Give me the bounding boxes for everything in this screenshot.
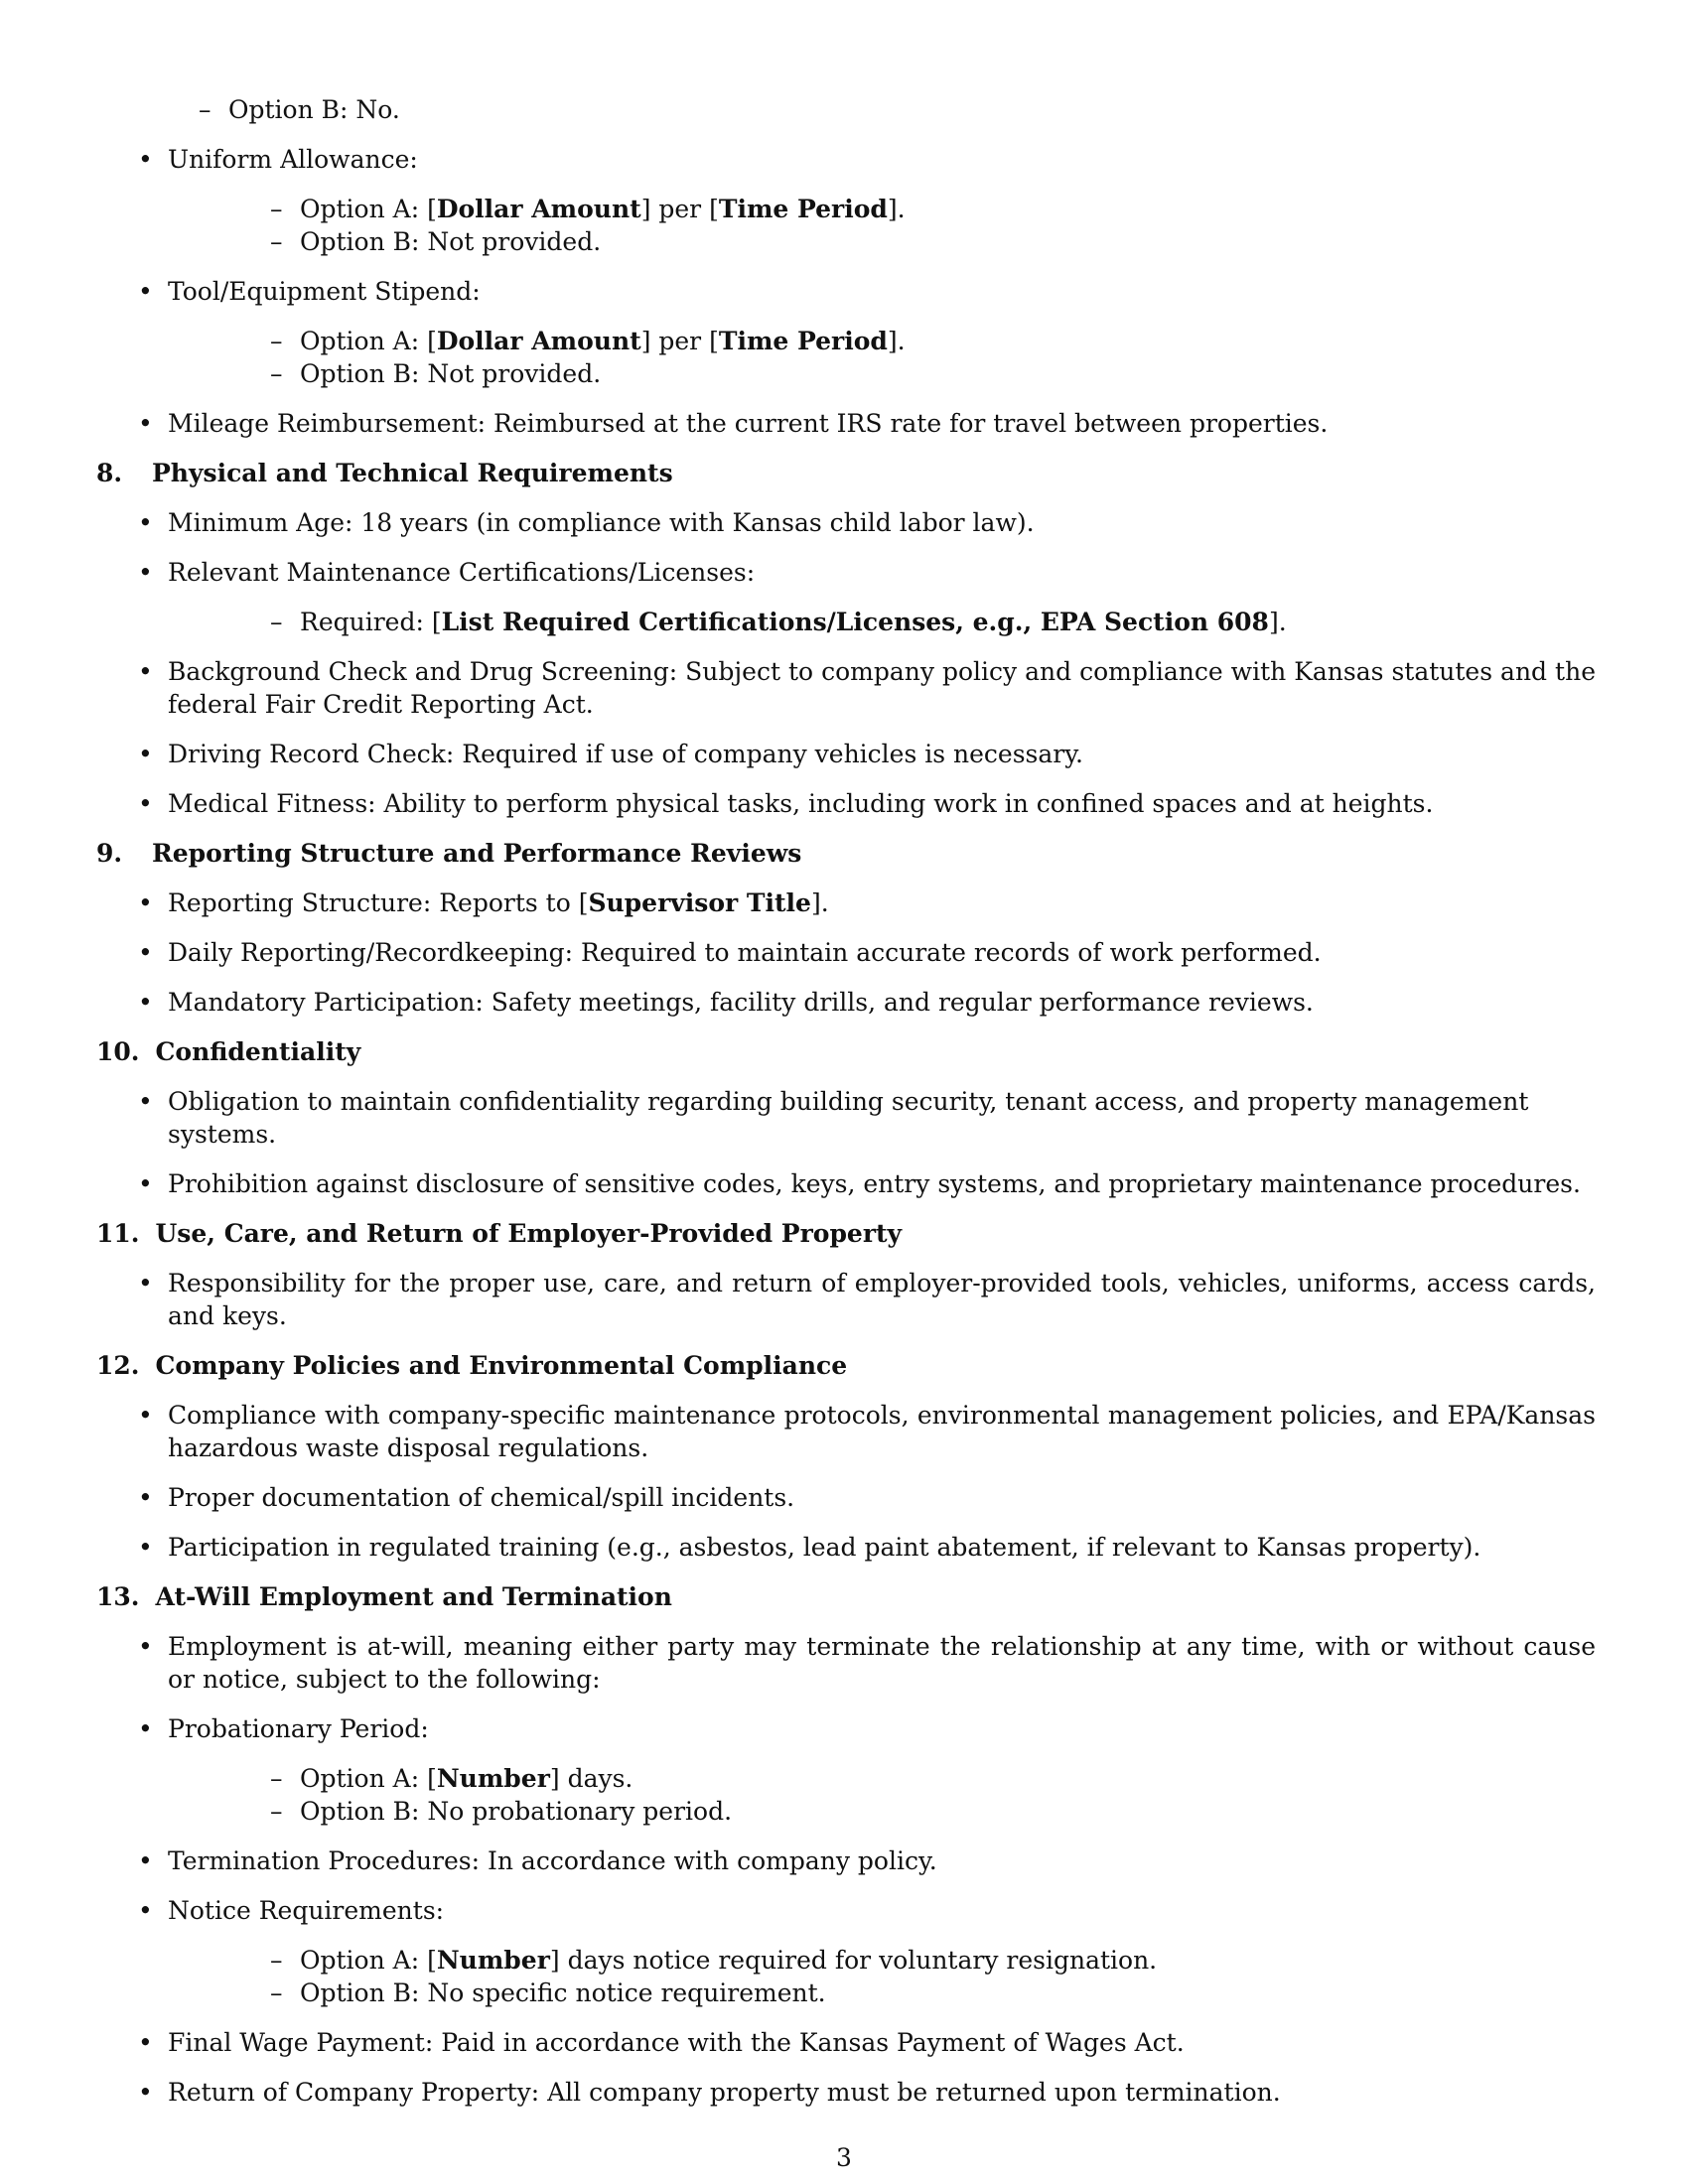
list-item: • Responsibility for the proper use, care, and return of employer-provided tools, vehicles, uniforms, access cards, and keys.: [96, 1267, 1596, 1332]
item-label: Tool/Equipment Stipend:: [168, 277, 481, 306]
item-label: Uniform Allowance:: [168, 145, 418, 174]
sub-option: – Option A: [Dollar Amount] per [Time Period].: [168, 325, 1596, 357]
page-number: 3: [836, 2143, 852, 2172]
list-item-mileage: • Mileage Reimbursement: Reimbursed at the current IRS rate for travel between properties.: [96, 407, 1596, 440]
list-item-notice-requirements: • Notice Requirements: – Option A: [Number] days notice required for voluntary resignation. – Option B: No specific notice requirement.: [96, 1894, 1596, 2009]
section-heading-11: 11. Use, Care, and Return of Employer-Provided Property: [96, 1219, 903, 1248]
list-item: • Obligation to maintain confidentiality regarding building security, tenant access, and property management systems.: [96, 1085, 1596, 1151]
list-item: • Employment is at-will, meaning either party may terminate the relationship at any time, with or without cause or notice, subject to the following:: [96, 1630, 1596, 1696]
list-item: • Daily Reporting/Recordkeeping: Required to maintain accurate records of work performed.: [96, 936, 1596, 969]
document-page: [96, 95, 1596, 2125]
list-item: • Final Wage Payment: Paid in accordance with the Kansas Payment of Wages Act.: [96, 2026, 1596, 2059]
list-item: • Participation in regulated training (e.g., asbestos, lead paint abatement, if relevant to Kansas property).: [96, 1531, 1596, 1564]
list-item: • Minimum Age: 18 years (in compliance with Kansas child labor law).: [96, 506, 1596, 539]
sub-option: – Option A: [Number] days notice required for voluntary resignation.: [168, 1944, 1596, 1977]
sub-option: – Option B: Not provided.: [168, 357, 1596, 390]
sub-option: – Option B: No.: [96, 93, 1596, 126]
list-item: • Prohibition against disclosure of sensitive codes, keys, entry systems, and proprietary maintenance procedures.: [96, 1167, 1596, 1200]
list-item-continued: [96, 93, 1596, 126]
list-item: • Reporting Structure: Reports to [Supervisor Title].: [96, 887, 1596, 919]
section-heading-9: 9. Reporting Structure and Performance Reviews: [96, 839, 802, 868]
sub-option: – Required: [List Required Certifications/Licenses, e.g., EPA Section 608].: [168, 606, 1596, 638]
list-item: • Return of Company Property: All company property must be returned upon termination.: [96, 2076, 1596, 2109]
list-item: • Medical Fitness: Ability to perform physical tasks, including work in confined spaces and at heights.: [96, 787, 1596, 820]
list-item: • Background Check and Drug Screening: Subject to company policy and compliance with Kansas statutes and the federal Fair Credit Reporting Act.: [96, 655, 1596, 721]
list-item-tool-stipend: [96, 275, 1596, 390]
list-item: • Termination Procedures: In accordance with company policy.: [96, 1844, 1596, 1877]
section-heading-10: 10. Confidentiality: [96, 1037, 361, 1066]
sub-option: – Option A: [Dollar Amount] per [Time Period].: [168, 193, 1596, 225]
list-item: • Mandatory Participation: Safety meetings, facility drills, and regular performance reviews.: [96, 986, 1596, 1019]
list-item: • Driving Record Check: Required if use of company vehicles is necessary.: [96, 738, 1596, 770]
list-item: • Compliance with company-specific maintenance protocols, environmental management policies, and EPA/Kansas hazardous waste disposal regulations.: [96, 1399, 1596, 1464]
list-item-certifications: • Relevant Maintenance Certifications/Licenses: – Required: [List Required Certifications/Licenses, e.g., EPA Section 608].: [96, 556, 1596, 638]
sub-option: – Option A: [Number] days.: [168, 1762, 1596, 1795]
section-heading-8: 8. Physical and Technical Requirements: [96, 459, 673, 487]
list-item: • Proper documentation of chemical/spill incidents.: [96, 1481, 1596, 1514]
sub-option: – Option B: No specific notice requirement.: [168, 1977, 1596, 2009]
sub-option: – Option B: No probationary period.: [168, 1795, 1596, 1828]
sub-option: – Option B: Not provided.: [168, 225, 1596, 258]
list-item-probationary-period: • Probationary Period: – Option A: [Number] days. – Option B: No probationary period.: [96, 1712, 1596, 1828]
section-heading-13: 13. At-Will Employment and Termination: [96, 1582, 672, 1611]
section-heading-12: 12. Company Policies and Environmental Compliance: [96, 1351, 848, 1380]
list-item-uniform-allowance: [96, 143, 1596, 258]
